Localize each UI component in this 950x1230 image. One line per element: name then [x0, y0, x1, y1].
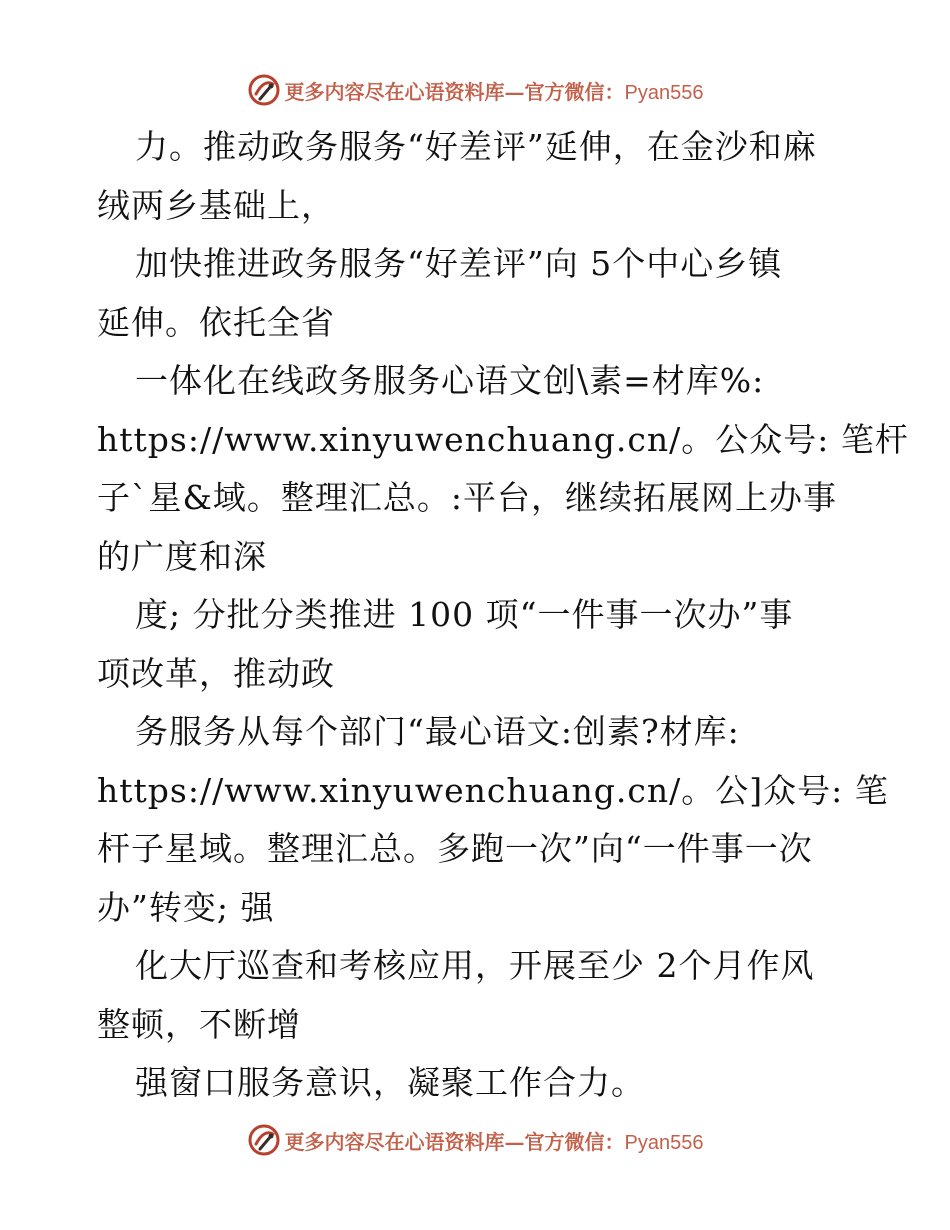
text-line: 办”转变; 强	[97, 887, 275, 927]
footer-watermark	[0, 1120, 950, 1160]
brand-logo-icon	[247, 73, 281, 107]
watermark-label: 更多内容尽在心语资料库—官方微信：	[284, 1129, 625, 1154]
watermark-text	[285, 76, 704, 105]
text-line: 整顿，不断增	[97, 1004, 301, 1044]
watermark-id: Pyan556	[624, 1131, 704, 1154]
text-line: 子`星&域。整理汇总。:平台，继续拓展网上办事	[97, 478, 837, 517]
header-watermark	[0, 70, 950, 110]
watermark-label: 更多内容尽在心语资料库—官方微信：	[284, 79, 625, 104]
document-body	[97, 118, 909, 1113]
brand-logo-icon	[247, 1123, 281, 1157]
text-line: https://www.xinyuwenchuang.cn/。公众号: 笔杆	[97, 419, 909, 459]
watermark-id: Pyan556	[624, 81, 704, 104]
text-line: https://www.xinyuwenchuang.cn/。公]众号: 笔	[97, 770, 889, 810]
text-line: 务服务从每个部门“最心语文:创素?材库:	[135, 712, 740, 751]
text-line: 绒两乡基础上，	[97, 185, 335, 225]
text-line: 化大厅巡查和考核应用，开展至少 2个月作风	[135, 946, 815, 985]
text-line: 一体化在线政务服务心语文创\素=材库%:	[135, 361, 765, 400]
text-line: 项改革，推动政	[97, 653, 335, 693]
text-line: 延伸。依托全省	[97, 302, 335, 342]
text-line: 力。推动政务服务“好差评”延伸，在金沙和麻	[135, 127, 817, 166]
text-line: 度; 分批分类推进 100 项“一件事一次办”事	[135, 595, 794, 634]
text-line: 的广度和深	[97, 536, 267, 576]
watermark-text	[285, 1126, 704, 1155]
text-line: 杆子星域。整理汇总。多跑一次”向“一件事一次	[97, 829, 813, 868]
text-line: 强窗口服务意识，凝聚工作合力。	[135, 1063, 645, 1102]
text-line: 加快推进政务服务“好差评”向 5个中心乡镇	[135, 244, 783, 283]
